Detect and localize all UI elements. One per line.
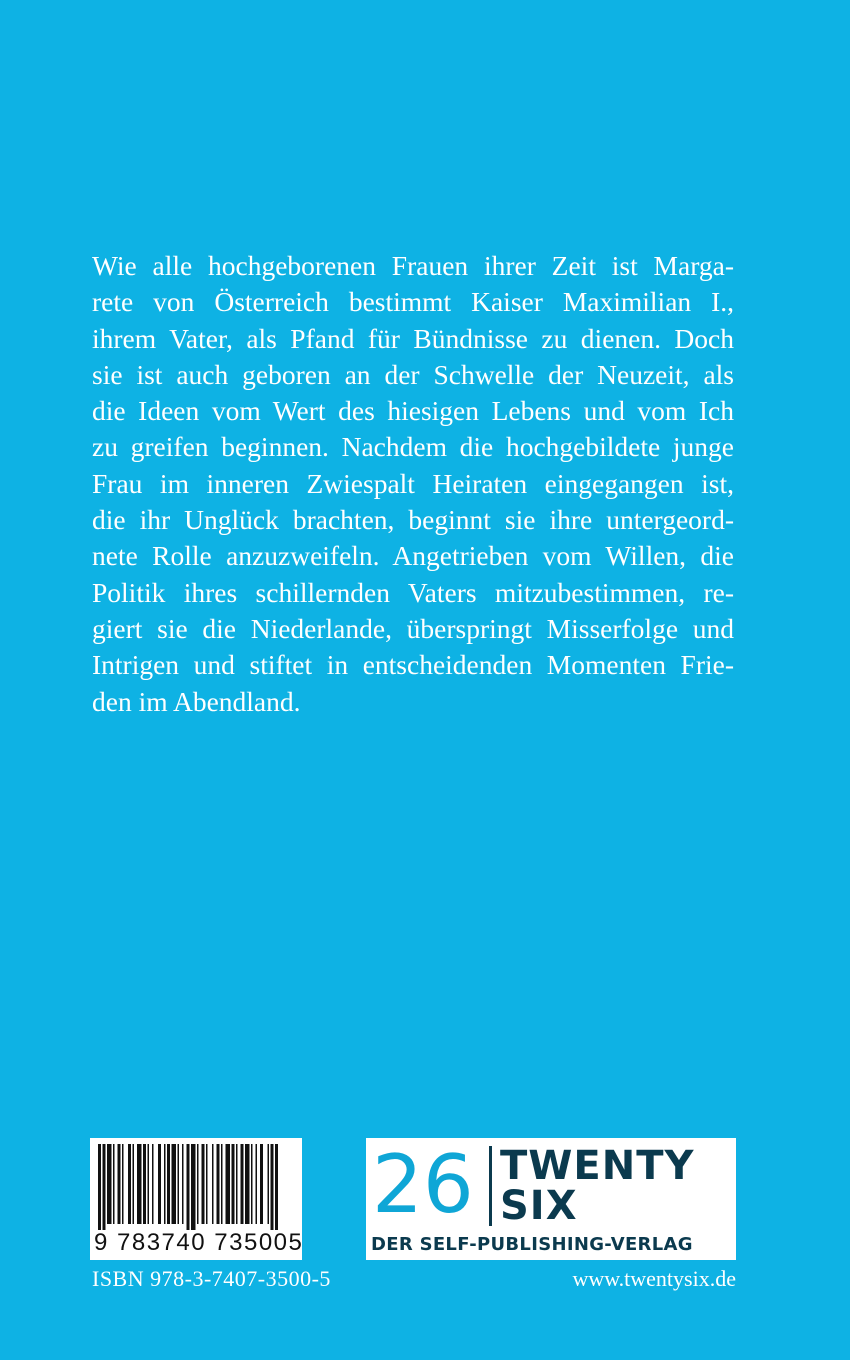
publisher-website: www.twentysix.de [572, 1266, 736, 1291]
blurb-line: Politik ihres schillernden Vaters mitzubestimmen, re- [92, 576, 734, 608]
blurb-line: nete Rolle anzuzweifeln. Angetrieben vom Willen, die [92, 540, 734, 572]
blurb-line: Frau im inneren Zwiespalt Heiraten eingegangen ist, [92, 467, 734, 499]
isbn-number: ISBN 978-3-7407-3500-5 [92, 1266, 331, 1291]
publisher-logo [366, 1138, 736, 1260]
blurb-line: giert sie die Niederlande, überspringt Misserfolge und [92, 612, 734, 644]
barcode-bar [167, 1144, 170, 1224]
barcode-bar [260, 1144, 263, 1224]
logo-divider [489, 1146, 492, 1226]
blurb-line: zu greifen beginnen. Nachdem die hochgebildete junge [92, 431, 734, 463]
barcode-bar [152, 1144, 154, 1224]
barcode-bar [212, 1144, 214, 1224]
barcode-bar [148, 1144, 150, 1224]
barcode-digits: 9 783740 735005 [94, 1229, 304, 1256]
barcode-bar [217, 1144, 220, 1224]
barcode-bar [164, 1144, 166, 1224]
logo-word-twenty: TWENTY [500, 1143, 695, 1189]
blurb-line: die Ideen vom Wert des hiesigen Lebens und vom Ich [92, 395, 734, 427]
barcode-bar [191, 1144, 196, 1230]
blurb-line: Intrigen und stiftet in entscheidenden Momenten Frie- [92, 649, 734, 681]
blurb-line: ihrem Vater, als Pfand für Bündnisse zu dienen. Doch [92, 322, 734, 354]
barcode-bar [133, 1144, 135, 1224]
logo-tagline: DER SELF-PUBLISHING-VERLAG [371, 1234, 693, 1255]
barcode-bar [178, 1144, 180, 1224]
barcode-bar [103, 1144, 106, 1230]
barcode-bar [232, 1144, 235, 1224]
barcode-bar [206, 1144, 208, 1224]
barcode-bar [256, 1144, 258, 1224]
barcode-bar [275, 1144, 278, 1230]
barcode-bar [118, 1144, 121, 1224]
blurb-line: sie ist auch geboren an der Schwelle der Neuzeit, als [92, 358, 734, 390]
barcode-bar [197, 1144, 199, 1224]
barcode-bar [187, 1144, 190, 1230]
barcode-bar [98, 1144, 101, 1230]
barcode-bar [221, 1144, 223, 1224]
barcode-bar [251, 1144, 253, 1224]
logo-word-six: SIX [500, 1183, 578, 1229]
barcode-bar [172, 1144, 177, 1224]
barcode-bar [128, 1144, 131, 1224]
blurb-line: die ihr Unglück brachten, beginnt sie ihre untergeord- [92, 504, 734, 536]
blurb-line: Wie alle hochgeborenen Frauen ihrer Zeit ist Marga- [92, 250, 734, 281]
barcode-bar [158, 1144, 161, 1224]
barcode-bar [107, 1144, 112, 1224]
blurb-line: den im Abendland. [92, 685, 301, 717]
barcode-bar [143, 1144, 146, 1224]
barcode-bar [202, 1144, 205, 1224]
barcode-bar [236, 1144, 238, 1224]
barcode [90, 1138, 302, 1260]
blurb-line: rete von Österreich bestimmt Kaiser Maximilian I., [92, 286, 734, 318]
barcode-bar [226, 1144, 231, 1224]
barcode-bar [122, 1144, 124, 1224]
barcode-bar [268, 1144, 270, 1224]
barcode-bar [182, 1144, 184, 1224]
back-cover-blurb [92, 248, 734, 720]
barcode-bar [245, 1144, 250, 1224]
barcode-bar [113, 1144, 115, 1224]
barcode-bar [137, 1144, 142, 1224]
barcode-bar [241, 1144, 244, 1224]
logo-number: 26 [372, 1138, 474, 1231]
barcode-bar [271, 1144, 274, 1230]
